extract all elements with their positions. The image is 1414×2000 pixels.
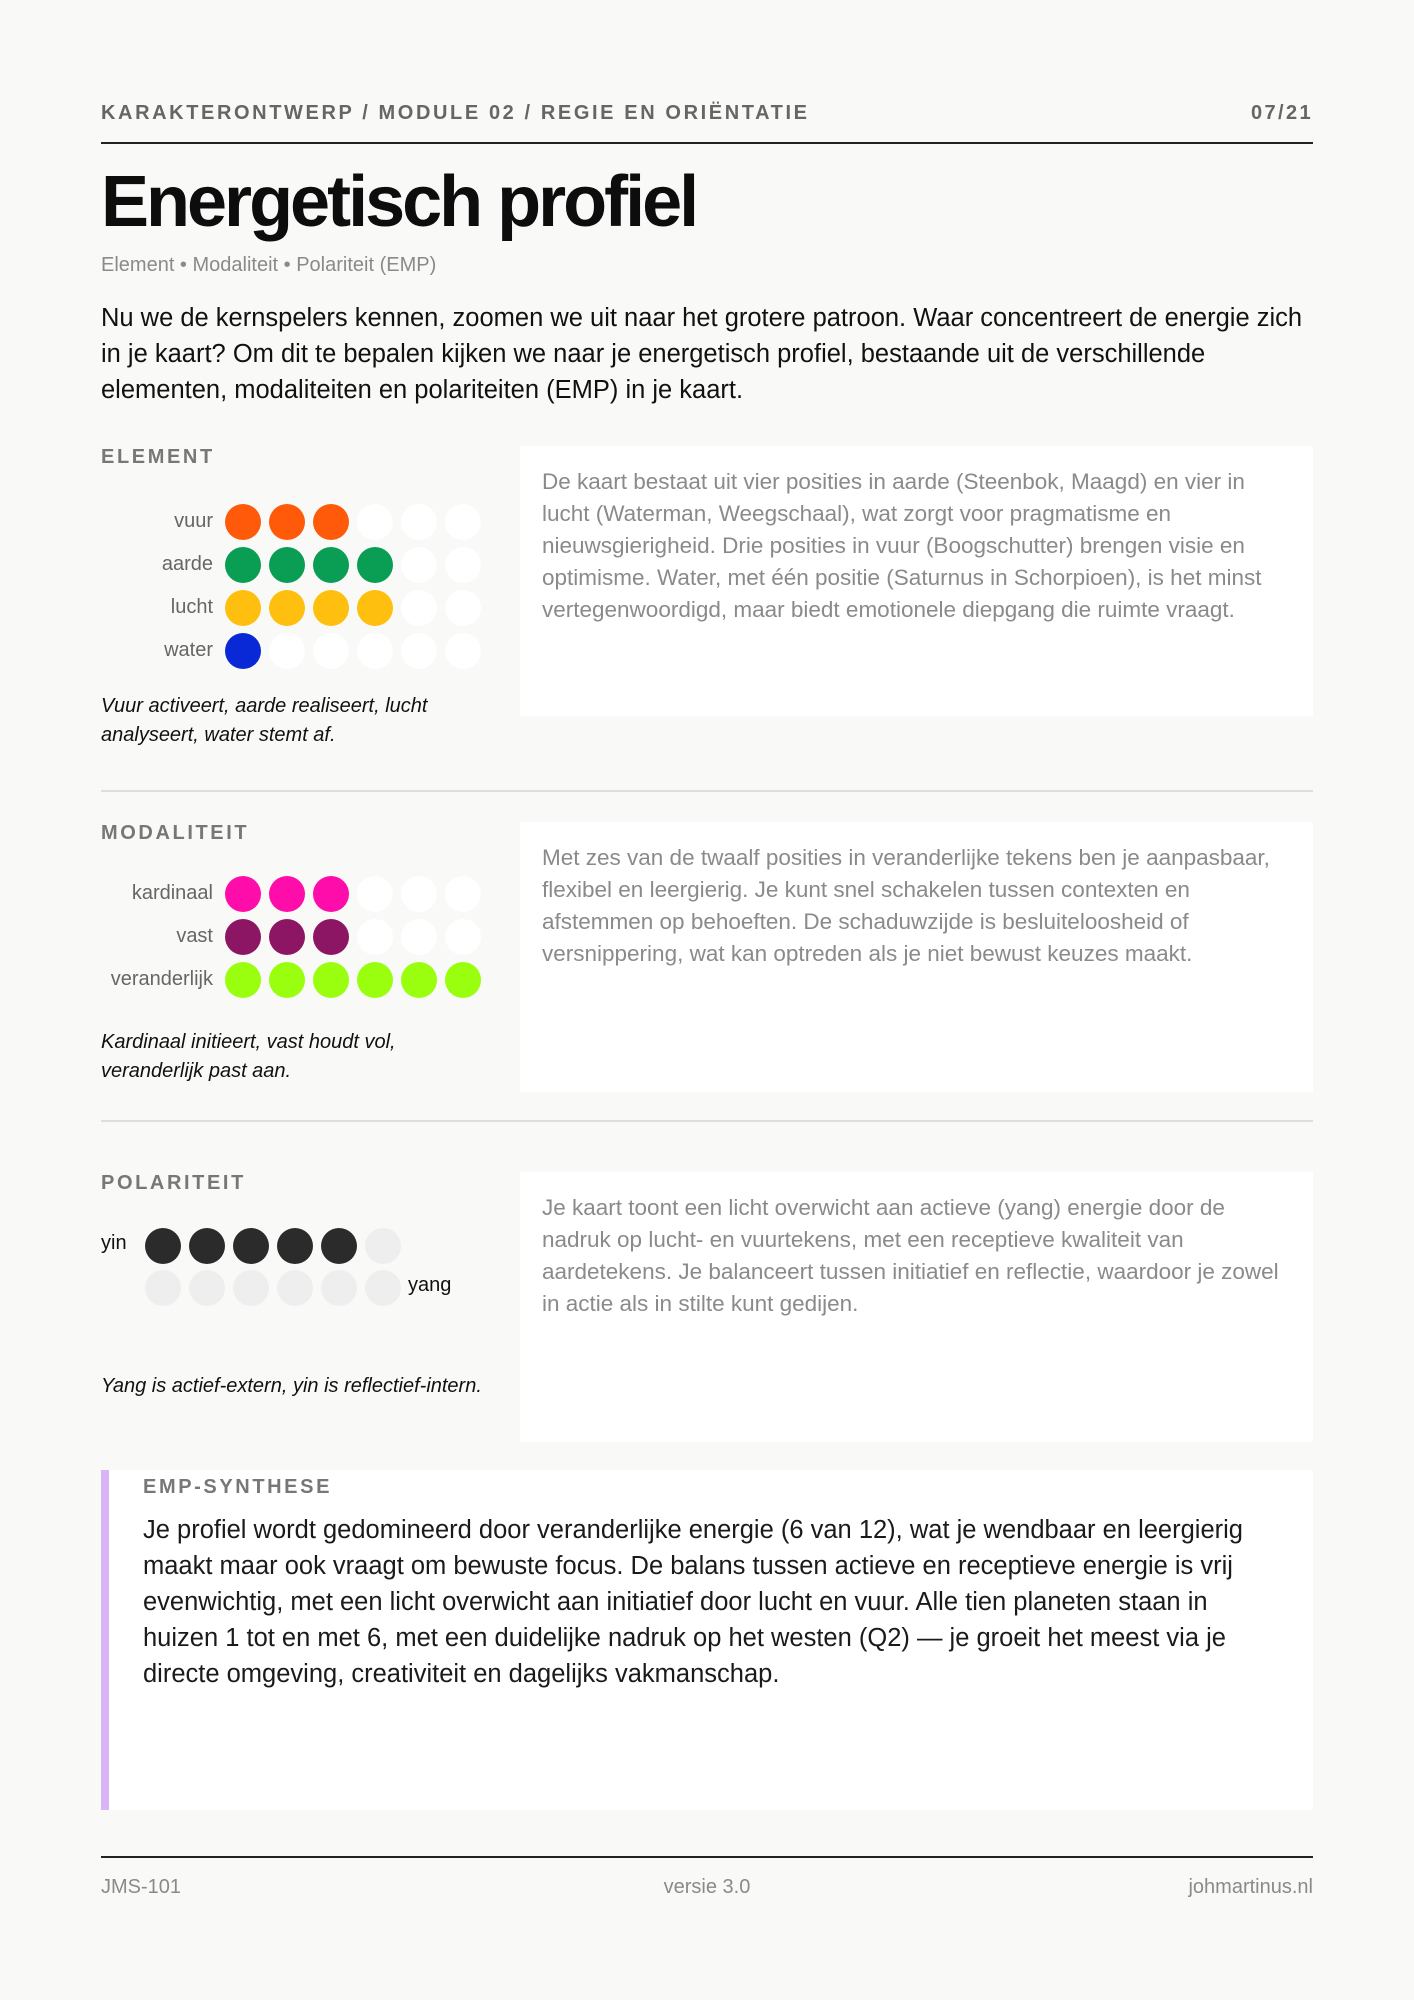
footer-site: johmartinus.nl — [1188, 1876, 1313, 1898]
empty-dot — [401, 547, 437, 583]
filled-dot — [269, 962, 305, 998]
filled-dot — [189, 1228, 225, 1264]
section-description-card — [520, 822, 1313, 1092]
section-polariteit — [101, 1172, 1313, 1452]
intro-paragraph: Nu we de kernspelers kennen, zoomen we uit naar het grotere patroon. Waar concentreert de energie zich in je kaart? Om dit te bepalen kijken we naar je energetisch profiel, bestaande uit de verschillende elementen, modaliteiten en polariteiten (EMP) in je kaart. — [101, 304, 1303, 404]
empty-dot — [145, 1270, 181, 1306]
empty-dot — [365, 1228, 401, 1264]
dot-row-water — [101, 633, 501, 669]
filled-dot — [313, 547, 349, 583]
empty-dot — [401, 590, 437, 626]
filled-dot — [225, 504, 261, 540]
section-caption: Vuur activeert, aarde realiseert, lucht analyseert, water stemt af. — [101, 695, 428, 746]
empty-dot — [445, 590, 481, 626]
filled-dot — [269, 919, 305, 955]
section-label: MODALITEIT — [101, 822, 250, 844]
section-description: Je kaart toont een licht overwicht aan actieve (yang) energie door de nadruk op lucht- en vuurtekens, met een receptieve kwaliteit van aardetekens. Je balanceert tussen initiatief en reflectie, waardoor je zowel in actie als in stilte kunt gedijen. — [542, 1195, 1279, 1316]
empty-dot — [357, 633, 393, 669]
dot-row-vast — [101, 919, 501, 955]
empty-dot — [445, 633, 481, 669]
empty-dot — [189, 1270, 225, 1306]
page-title: Energetisch profiel — [101, 162, 697, 242]
filled-dot — [269, 504, 305, 540]
empty-dot — [401, 919, 437, 955]
filled-dot — [225, 547, 261, 583]
filled-dot — [313, 876, 349, 912]
section-element — [101, 446, 1313, 786]
dot-row-label: kardinaal — [131, 882, 213, 904]
empty-dot — [269, 633, 305, 669]
filled-dot — [269, 590, 305, 626]
filled-dot — [321, 1228, 357, 1264]
filled-dot — [225, 962, 261, 998]
dot-row-label: vast — [176, 925, 213, 947]
synthesis-label: EMP-SYNTHESE — [143, 1476, 333, 1498]
filled-dot — [401, 962, 437, 998]
synthesis-callout — [101, 1470, 1313, 1810]
header-bar — [101, 98, 1313, 144]
empty-dot — [401, 633, 437, 669]
section-caption: Yang is actief-extern, yin is reflectief-intern. — [101, 1375, 482, 1397]
footer-version: versie 3.0 — [663, 1876, 751, 1898]
filled-dot — [277, 1228, 313, 1264]
divider — [101, 790, 1313, 792]
filled-dot — [357, 547, 393, 583]
empty-dot — [445, 547, 481, 583]
section-description: De kaart bestaat uit vier posities in aarde (Steenbok, Maagd) en vier in lucht (Waterman, Weegschaal), wat zorgt voor pragmatisme en nieuwsgierigheid. Drie posities in vuur (Boogschutter) brengen visie en optimisme. Water, met één positie (Saturnus in Schorpioen), is het minst vertegenwoordigd, maar biedt emotionele diepgang die ruimte vraagt. — [542, 469, 1262, 622]
empty-dot — [445, 919, 481, 955]
filled-dot — [225, 590, 261, 626]
page-number: 07/21 — [1250, 102, 1313, 124]
section-label: ELEMENT — [101, 446, 215, 468]
empty-dot — [233, 1270, 269, 1306]
filled-dot — [313, 504, 349, 540]
section-description: Met zes van de twaalf posities in veranderlijke tekens ben je aanpasbaar, flexibel en leergierig. Je kunt snel schakelen tussen contexten en afstemmen op behoeften. De schaduwzijde is besluiteloosheid of versnippering, wat kan optreden als je niet bewust keuzes maakt. — [542, 845, 1270, 966]
dot-row-label: water — [164, 639, 213, 661]
breadcrumb: KARAKTERONTWERP / MODULE 02 / REGIE EN ORIËNTATIE — [101, 102, 810, 124]
empty-dot — [401, 504, 437, 540]
dot-row-label: aarde — [161, 553, 213, 575]
dot-row-label: lucht — [170, 596, 213, 618]
filled-dot — [357, 962, 393, 998]
dot-row-label: vuur — [174, 510, 213, 532]
section-caption: Kardinaal initieert, vast houdt vol, veranderlijk past aan. — [101, 1031, 396, 1082]
empty-dot — [357, 919, 393, 955]
footer-code: JMS-101 — [101, 1876, 182, 1898]
filled-dot — [233, 1228, 269, 1264]
empty-dot — [313, 633, 349, 669]
filled-dot — [313, 590, 349, 626]
dot-row-kardinaal — [101, 876, 501, 912]
dot-row-lucht — [101, 590, 501, 626]
dot-row-label: veranderlijk — [110, 968, 213, 990]
page — [101, 0, 1313, 2000]
yin-label: yin — [101, 1232, 127, 1254]
filled-dot — [313, 962, 349, 998]
section-description-card — [520, 1172, 1313, 1442]
empty-dot — [445, 504, 481, 540]
yang-label: yang — [408, 1274, 452, 1296]
filled-dot — [269, 876, 305, 912]
page-subtitle: Element • Modaliteit • Polariteit (EMP) — [101, 254, 437, 276]
filled-dot — [357, 590, 393, 626]
synthesis-text: Je profiel wordt gedomineerd door veranderlijke energie (6 van 12), wat je wendbaar en leergierig maakt maar ook vraagt om bewuste focus. De balans tussen actieve en receptieve energie is vrij evenwichtig, met een licht overwicht aan initiatief door lucht en vuur. Alle tien planeten staan in huizen 1 tot en met 6, met een duidelijke nadruk op het westen (Q2) — je groeit het meest via je directe omgeving, creativiteit en dagelijks vakmanschap. — [143, 1516, 1243, 1688]
dot-row-aarde — [101, 547, 501, 583]
section-modaliteit — [101, 822, 1313, 1122]
filled-dot — [145, 1228, 181, 1264]
filled-dot — [225, 633, 261, 669]
filled-dot — [225, 876, 261, 912]
filled-dot — [269, 547, 305, 583]
filled-dot — [445, 962, 481, 998]
empty-dot — [357, 504, 393, 540]
dot-row-vuur — [101, 504, 501, 540]
filled-dot — [313, 919, 349, 955]
empty-dot — [445, 876, 481, 912]
footer — [101, 1856, 1313, 1918]
empty-dot — [321, 1270, 357, 1306]
empty-dot — [277, 1270, 313, 1306]
empty-dot — [365, 1270, 401, 1306]
filled-dot — [225, 919, 261, 955]
section-label: POLARITEIT — [101, 1172, 246, 1194]
section-description-card — [520, 446, 1313, 716]
divider — [101, 1120, 1313, 1122]
empty-dot — [401, 876, 437, 912]
dot-row-veranderlijk — [101, 962, 501, 998]
empty-dot — [357, 876, 393, 912]
